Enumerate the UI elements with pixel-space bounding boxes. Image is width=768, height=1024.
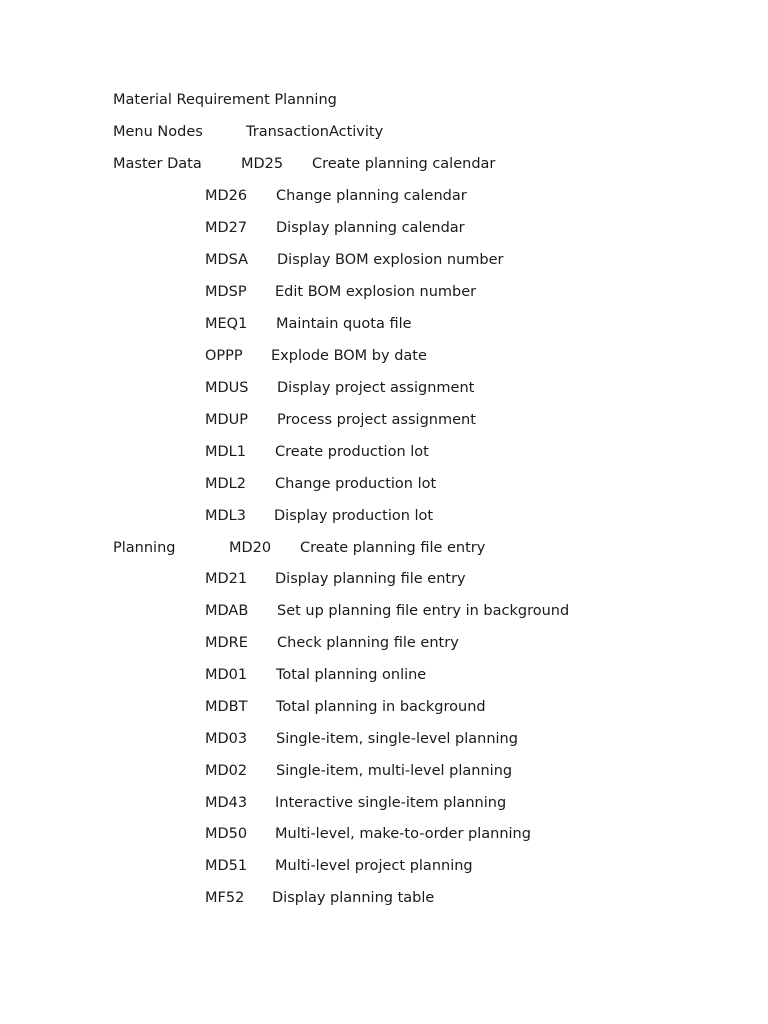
transaction-activity: Interactive single-item planning bbox=[275, 795, 507, 811]
transaction-code: MD21 bbox=[205, 571, 248, 587]
transaction-code: MEQ1 bbox=[205, 316, 248, 332]
transaction-activity: Check planning file entry bbox=[277, 635, 459, 651]
transaction-code: MF52 bbox=[205, 890, 245, 906]
transaction-activity: Create production lot bbox=[275, 444, 429, 460]
transaction-code: MDAB bbox=[205, 603, 249, 619]
transaction-code: MDL3 bbox=[205, 508, 246, 524]
transaction-activity: Display planning calendar bbox=[276, 220, 465, 236]
transaction-activity: Display project assignment bbox=[277, 380, 475, 396]
transaction-activity: Process project assignment bbox=[277, 412, 476, 428]
transaction-code: MDL1 bbox=[205, 444, 246, 460]
transaction-code: MDRE bbox=[205, 635, 248, 651]
transaction-code: MD50 bbox=[205, 826, 248, 842]
transaction-activity: Explode BOM by date bbox=[271, 348, 427, 364]
transaction-activity: Change production lot bbox=[275, 476, 437, 492]
transaction-code: MDUS bbox=[205, 380, 249, 396]
transaction-code: MD43 bbox=[205, 795, 248, 811]
transaction-activity: Maintain quota file bbox=[276, 316, 412, 332]
transaction-code: MD26 bbox=[205, 188, 248, 204]
transaction-activity: Set up planning file entry in background bbox=[277, 603, 570, 619]
transaction-code: MD51 bbox=[205, 858, 248, 874]
transaction-activity: Total planning online bbox=[276, 667, 427, 683]
transaction-activity: Change planning calendar bbox=[276, 188, 467, 204]
transaction-code: MD25 bbox=[241, 156, 284, 172]
transaction-code: MDUP bbox=[205, 412, 249, 428]
transaction-activity: Create planning calendar bbox=[312, 156, 496, 172]
transaction-activity: Display planning table bbox=[272, 890, 435, 906]
transaction-activity: Multi-level, make-to-order planning bbox=[275, 826, 531, 842]
transaction-code: MD20 bbox=[229, 540, 272, 556]
document-title: Material Requirement Planning bbox=[113, 92, 337, 108]
transaction-code: OPPP bbox=[205, 348, 243, 364]
header-menu-nodes: Menu Nodes bbox=[113, 124, 203, 140]
transaction-code: MDSA bbox=[205, 252, 249, 268]
node-master-data: Master Data bbox=[113, 156, 202, 172]
transaction-activity: Multi-level project planning bbox=[275, 858, 473, 874]
transaction-activity: Total planning in background bbox=[276, 699, 486, 715]
transaction-code: MDL2 bbox=[205, 476, 246, 492]
transaction-activity: Display planning file entry bbox=[275, 571, 466, 587]
header-transaction-activity: TransactionActivity bbox=[246, 124, 384, 140]
transaction-code: MD03 bbox=[205, 731, 248, 747]
transaction-activity: Display BOM explosion number bbox=[277, 252, 504, 268]
transaction-code: MDSP bbox=[205, 284, 247, 300]
transaction-code: MD27 bbox=[205, 220, 248, 236]
transaction-activity: Single-item, multi-level planning bbox=[276, 763, 513, 779]
transaction-code: MDBT bbox=[205, 699, 248, 715]
transaction-activity: Edit BOM explosion number bbox=[275, 284, 477, 300]
node-planning: Planning bbox=[113, 540, 176, 556]
transaction-code: MD01 bbox=[205, 667, 248, 683]
transaction-activity: Display production lot bbox=[274, 508, 434, 524]
transaction-activity: Create planning file entry bbox=[300, 540, 486, 556]
transaction-activity: Single-item, single-level planning bbox=[276, 731, 518, 747]
transaction-code: MD02 bbox=[205, 763, 248, 779]
